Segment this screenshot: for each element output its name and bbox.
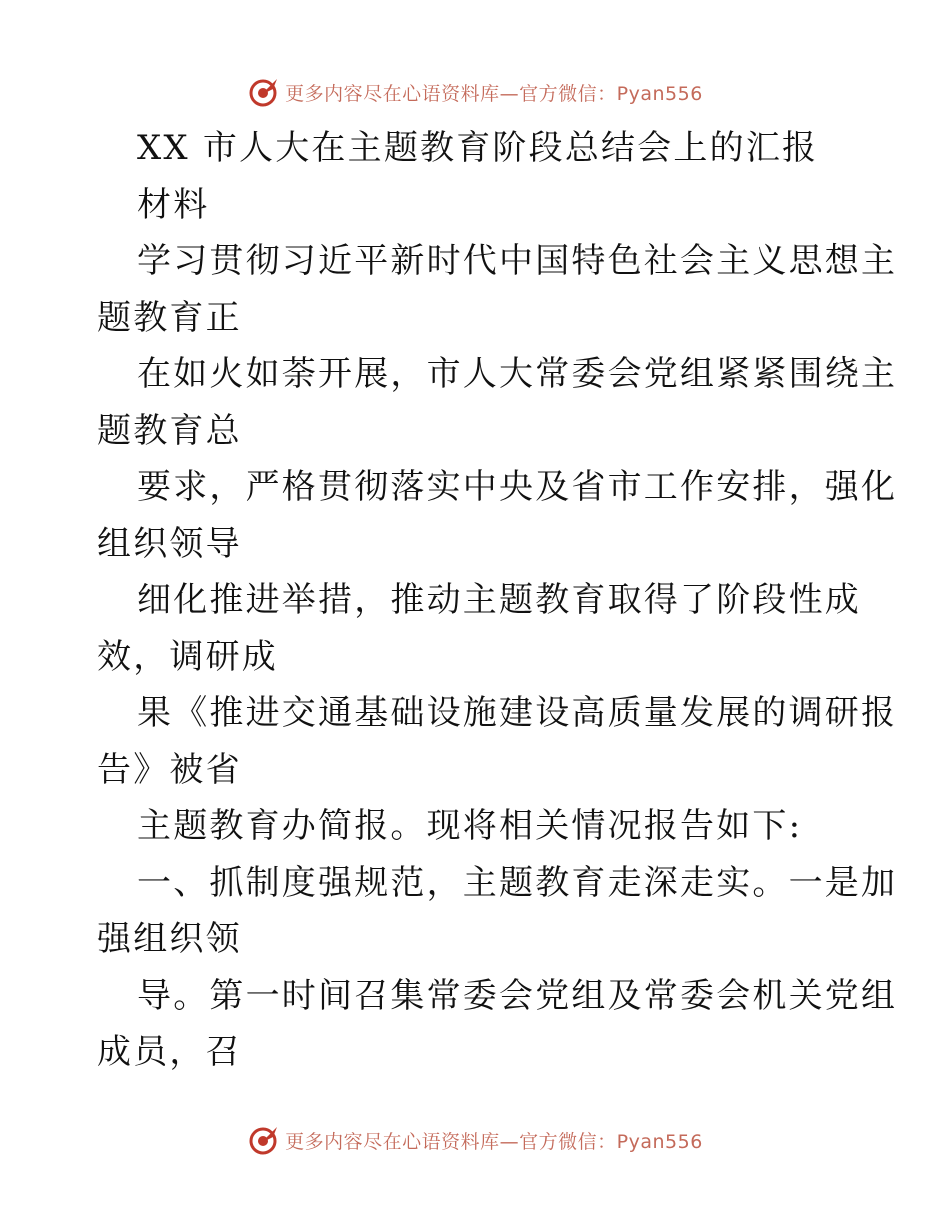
text-line: 细化推进举措，推动主题教育取得了阶段性成 (137, 580, 861, 620)
text-line: 在如火如荼开展，市人大常委会党组紧紧围绕主 (137, 354, 898, 394)
watermark-text: 更多内容尽在心语资料库—官方微信：Pyan556 (285, 1130, 703, 1153)
text-line: 一、抓制度强规范，主题教育走深走实。一是加 (137, 862, 898, 903)
text-line: 组织领导 (97, 523, 242, 564)
text-line: 题教育总 (97, 410, 242, 451)
document-body (97, 120, 898, 1081)
text-line: 成员，召 (97, 1032, 242, 1072)
quill-logo-icon (247, 75, 281, 109)
text-line: 果《推进交通基础设施建设高质量发展的调研报 (137, 693, 898, 733)
text-line: 告》被省 (97, 749, 242, 790)
watermark-header (0, 72, 950, 112)
text-line: 学习贯彻习近平新时代中国特色社会主义思想主 (137, 241, 898, 281)
text-line: 主题教育办简报。现将相关情况报告如下: (137, 806, 803, 846)
text-line: 材料 (137, 184, 210, 225)
text-line: 要求，严格贯彻落实中央及省市工作安排，强化 (137, 467, 898, 507)
text-line: XX 市人大在主题教育阶段总结会上的汇报 (137, 128, 819, 168)
watermark-footer (0, 1120, 950, 1160)
watermark-text: 更多内容尽在心语资料库—官方微信：Pyan556 (285, 82, 703, 105)
quill-logo-icon (247, 1123, 281, 1157)
text-line: 题教育正 (97, 297, 242, 338)
text-line: 导。第一时间召集常委会党组及常委会机关党组 (137, 975, 898, 1016)
text-line: 强组织领 (97, 919, 242, 959)
text-line: 效，调研成 (97, 636, 278, 677)
